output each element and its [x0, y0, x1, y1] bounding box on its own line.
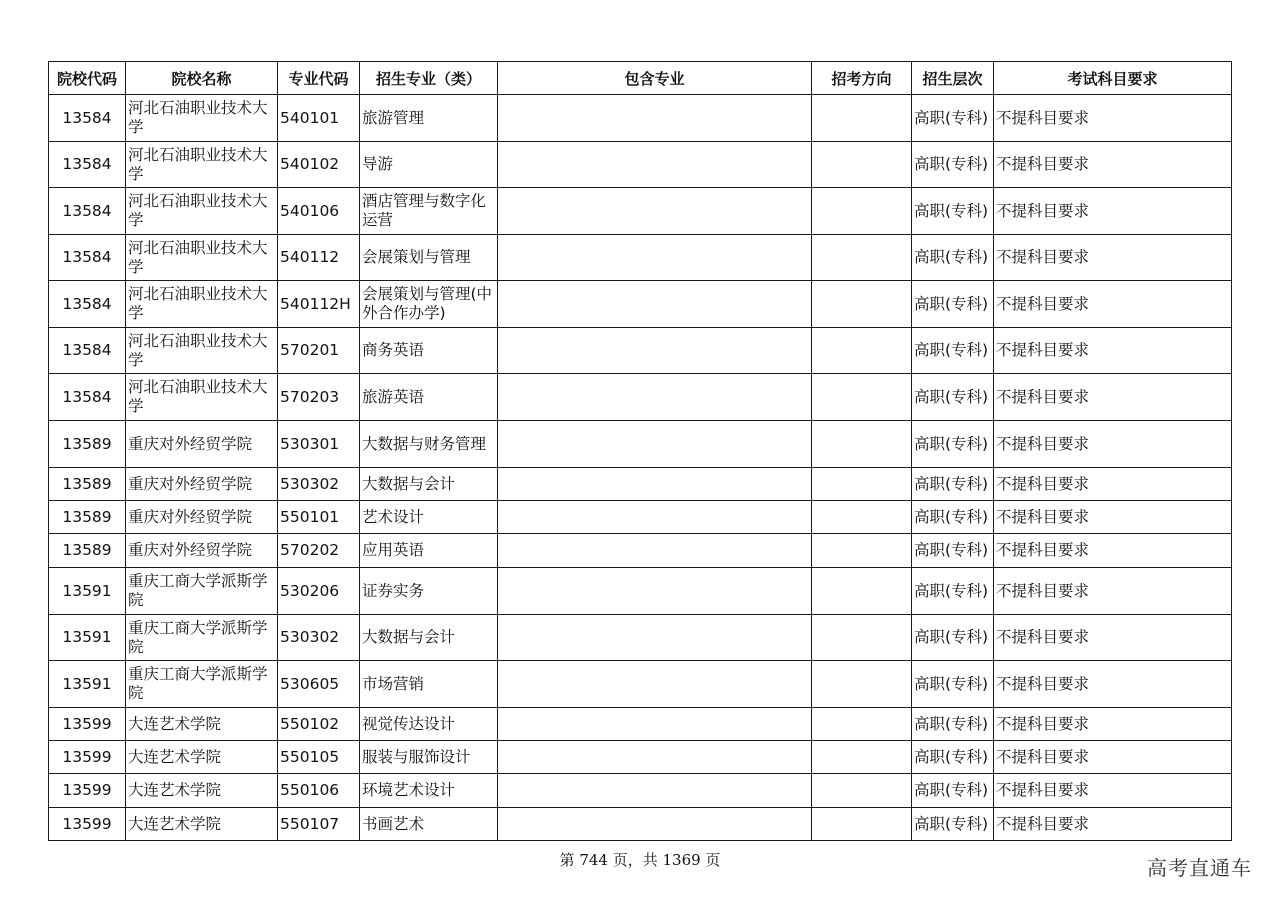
major-code-cell: 530302 [278, 468, 360, 501]
level-cell: 高职(专科) [912, 468, 994, 501]
requirement-cell: 不提科目要求 [994, 142, 1232, 188]
direction-cell [812, 468, 912, 501]
major-code-cell: 540112 [278, 235, 360, 281]
school-code-cell: 13584 [49, 95, 126, 142]
direction-cell [812, 235, 912, 281]
school-name-cell: 河北石油职业技术大学 [126, 188, 278, 235]
header-major: 招生专业（类） [360, 62, 498, 95]
school-code-cell: 13584 [49, 374, 126, 421]
level-cell: 高职(专科) [912, 328, 994, 374]
school-name-cell: 河北石油职业技术大学 [126, 281, 278, 328]
major-name-cell: 旅游管理 [360, 95, 498, 142]
included-majors-cell [498, 615, 812, 661]
school-name-cell: 大连艺术学院 [126, 708, 278, 741]
included-majors-cell [498, 568, 812, 615]
included-majors-cell [498, 328, 812, 374]
header-level: 招生层次 [912, 62, 994, 95]
level-cell: 高职(专科) [912, 661, 994, 708]
major-name-cell: 艺术设计 [360, 501, 498, 534]
major-code-cell: 550105 [278, 741, 360, 774]
school-code-cell: 13591 [49, 661, 126, 708]
table-row [49, 501, 1232, 534]
table-row [49, 468, 1232, 501]
table-row [49, 421, 1232, 468]
level-cell: 高职(专科) [912, 568, 994, 615]
major-code-cell: 530206 [278, 568, 360, 615]
level-cell: 高职(专科) [912, 374, 994, 421]
included-majors-cell [498, 774, 812, 808]
level-cell: 高职(专科) [912, 235, 994, 281]
school-code-cell: 13584 [49, 142, 126, 188]
school-name-cell: 河北石油职业技术大学 [126, 142, 278, 188]
table-row [49, 95, 1232, 142]
school-name-cell: 河北石油职业技术大学 [126, 374, 278, 421]
included-majors-cell [498, 808, 812, 841]
school-code-cell: 13599 [49, 774, 126, 808]
table-row [49, 142, 1232, 188]
included-majors-cell [498, 281, 812, 328]
level-cell: 高职(专科) [912, 95, 994, 142]
requirement-cell: 不提科目要求 [994, 661, 1232, 708]
table-row [49, 615, 1232, 661]
table-row [49, 774, 1232, 808]
table-row [49, 708, 1232, 741]
included-majors-cell [498, 661, 812, 708]
major-code-cell: 540112H [278, 281, 360, 328]
level-cell: 高职(专科) [912, 615, 994, 661]
direction-cell [812, 95, 912, 142]
direction-cell [812, 328, 912, 374]
direction-cell [812, 142, 912, 188]
school-name-cell: 河北石油职业技术大学 [126, 95, 278, 142]
table-row [49, 808, 1232, 841]
requirement-cell: 不提科目要求 [994, 741, 1232, 774]
school-name-cell: 重庆对外经贸学院 [126, 534, 278, 568]
major-name-cell: 大数据与财务管理 [360, 421, 498, 468]
major-code-cell: 550106 [278, 774, 360, 808]
school-code-cell: 13589 [49, 501, 126, 534]
direction-cell [812, 281, 912, 328]
table-row [49, 374, 1232, 421]
school-name-cell: 重庆工商大学派斯学院 [126, 661, 278, 708]
major-code-cell: 570202 [278, 534, 360, 568]
direction-cell [812, 774, 912, 808]
school-name-cell: 大连艺术学院 [126, 741, 278, 774]
major-code-cell: 550101 [278, 501, 360, 534]
requirement-cell: 不提科目要求 [994, 421, 1232, 468]
requirement-cell: 不提科目要求 [994, 615, 1232, 661]
watermark-text: 高考直通车 [1147, 856, 1252, 880]
level-cell: 高职(专科) [912, 774, 994, 808]
major-code-cell: 570201 [278, 328, 360, 374]
major-name-cell: 会展策划与管理(中外合作办学) [360, 281, 498, 328]
direction-cell [812, 501, 912, 534]
requirement-cell: 不提科目要求 [994, 281, 1232, 328]
table-row [49, 188, 1232, 235]
header-school-code: 院校代码 [49, 62, 126, 95]
direction-cell [812, 568, 912, 615]
direction-cell [812, 661, 912, 708]
major-code-cell: 530301 [278, 421, 360, 468]
included-majors-cell [498, 468, 812, 501]
school-name-cell: 大连艺术学院 [126, 774, 278, 808]
direction-cell [812, 741, 912, 774]
school-name-cell: 大连艺术学院 [126, 808, 278, 841]
level-cell: 高职(专科) [912, 808, 994, 841]
included-majors-cell [498, 741, 812, 774]
table-header-row [49, 62, 1232, 95]
major-name-cell: 大数据与会计 [360, 468, 498, 501]
school-name-cell: 重庆工商大学派斯学院 [126, 615, 278, 661]
included-majors-cell [498, 421, 812, 468]
school-code-cell: 13591 [49, 615, 126, 661]
included-majors-cell [498, 534, 812, 568]
requirement-cell: 不提科目要求 [994, 95, 1232, 142]
table-row [49, 741, 1232, 774]
header-included-majors: 包含专业 [498, 62, 812, 95]
table-row [49, 235, 1232, 281]
included-majors-cell [498, 235, 812, 281]
school-code-cell: 13584 [49, 188, 126, 235]
direction-cell [812, 808, 912, 841]
level-cell: 高职(专科) [912, 741, 994, 774]
major-name-cell: 视觉传达设计 [360, 708, 498, 741]
included-majors-cell [498, 142, 812, 188]
direction-cell [812, 708, 912, 741]
school-code-cell: 13589 [49, 534, 126, 568]
header-direction: 招考方向 [812, 62, 912, 95]
level-cell: 高职(专科) [912, 501, 994, 534]
school-name-cell: 重庆对外经贸学院 [126, 421, 278, 468]
requirement-cell: 不提科目要求 [994, 235, 1232, 281]
direction-cell [812, 374, 912, 421]
major-name-cell: 旅游英语 [360, 374, 498, 421]
included-majors-cell [498, 501, 812, 534]
major-name-cell: 商务英语 [360, 328, 498, 374]
requirement-cell: 不提科目要求 [994, 774, 1232, 808]
school-code-cell: 13584 [49, 235, 126, 281]
requirement-cell: 不提科目要求 [994, 534, 1232, 568]
page-number: 第 744 页，共 1369 页 [559, 851, 721, 869]
major-name-cell: 大数据与会计 [360, 615, 498, 661]
requirement-cell: 不提科目要求 [994, 501, 1232, 534]
level-cell: 高职(专科) [912, 142, 994, 188]
level-cell: 高职(专科) [912, 708, 994, 741]
level-cell: 高职(专科) [912, 281, 994, 328]
table-row [49, 661, 1232, 708]
requirement-cell: 不提科目要求 [994, 468, 1232, 501]
level-cell: 高职(专科) [912, 188, 994, 235]
school-code-cell: 13599 [49, 708, 126, 741]
major-name-cell: 证券实务 [360, 568, 498, 615]
major-name-cell: 会展策划与管理 [360, 235, 498, 281]
school-code-cell: 13584 [49, 328, 126, 374]
table-row [49, 534, 1232, 568]
school-name-cell: 重庆对外经贸学院 [126, 468, 278, 501]
included-majors-cell [498, 188, 812, 235]
major-name-cell: 环境艺术设计 [360, 774, 498, 808]
level-cell: 高职(专科) [912, 421, 994, 468]
major-name-cell: 酒店管理与数字化运营 [360, 188, 498, 235]
school-code-cell: 13599 [49, 808, 126, 841]
included-majors-cell [498, 374, 812, 421]
school-code-cell: 13591 [49, 568, 126, 615]
school-name-cell: 重庆工商大学派斯学院 [126, 568, 278, 615]
requirement-cell: 不提科目要求 [994, 328, 1232, 374]
direction-cell [812, 421, 912, 468]
header-school-name: 院校名称 [126, 62, 278, 95]
major-code-cell: 550102 [278, 708, 360, 741]
major-code-cell: 540101 [278, 95, 360, 142]
table-row [49, 281, 1232, 328]
major-name-cell: 服装与服饰设计 [360, 741, 498, 774]
major-code-cell: 530302 [278, 615, 360, 661]
requirement-cell: 不提科目要求 [994, 188, 1232, 235]
school-code-cell: 13589 [49, 468, 126, 501]
school-code-cell: 13589 [49, 421, 126, 468]
major-code-cell: 550107 [278, 808, 360, 841]
major-code-cell: 530605 [278, 661, 360, 708]
admissions-table [48, 61, 1232, 841]
school-code-cell: 13599 [49, 741, 126, 774]
requirement-cell: 不提科目要求 [994, 374, 1232, 421]
major-code-cell: 570203 [278, 374, 360, 421]
school-code-cell: 13584 [49, 281, 126, 328]
header-major-code: 专业代码 [278, 62, 360, 95]
major-code-cell: 540102 [278, 142, 360, 188]
included-majors-cell [498, 95, 812, 142]
direction-cell [812, 534, 912, 568]
table-row [49, 328, 1232, 374]
level-cell: 高职(专科) [912, 534, 994, 568]
requirement-cell: 不提科目要求 [994, 568, 1232, 615]
major-name-cell: 导游 [360, 142, 498, 188]
table-row [49, 568, 1232, 615]
requirement-cell: 不提科目要求 [994, 708, 1232, 741]
requirement-cell: 不提科目要求 [994, 808, 1232, 841]
direction-cell [812, 188, 912, 235]
school-name-cell: 河北石油职业技术大学 [126, 235, 278, 281]
major-name-cell: 书画艺术 [360, 808, 498, 841]
major-name-cell: 应用英语 [360, 534, 498, 568]
major-code-cell: 540106 [278, 188, 360, 235]
header-subject-requirement: 考试科目要求 [994, 62, 1232, 95]
direction-cell [812, 615, 912, 661]
school-name-cell: 河北石油职业技术大学 [126, 328, 278, 374]
major-name-cell: 市场营销 [360, 661, 498, 708]
school-name-cell: 重庆对外经贸学院 [126, 501, 278, 534]
included-majors-cell [498, 708, 812, 741]
